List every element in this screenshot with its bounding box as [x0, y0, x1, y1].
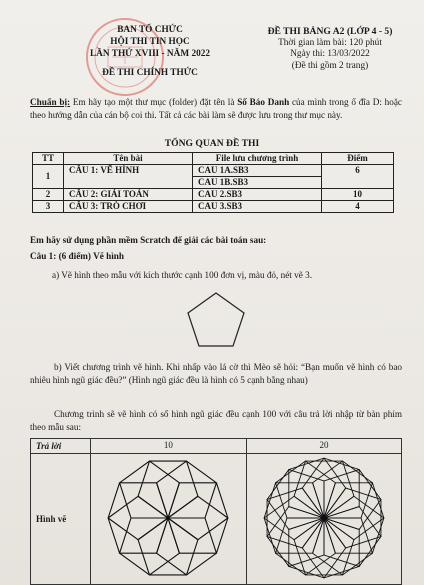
exam-date: Ngày thi: 13/03/2022 — [290, 49, 370, 59]
question-1a-text: a) Vẽ hình theo mẫu với kích thước cạnh 100 đơn vị, màu đỏ, nét vẽ 3. — [52, 270, 312, 280]
pages-note: (Đề thi gồm 2 trang) — [291, 60, 369, 71]
overview-title: TỔNG QUAN ĐỀ THI — [164, 138, 260, 149]
pentagon-shape — [156, 461, 216, 518]
question-1-title: Câu 1: (6 điểm) Vẽ hình — [30, 251, 125, 261]
pentagon-shape — [324, 470, 381, 530]
pentagon-shape — [267, 470, 324, 530]
result-table — [30, 438, 402, 585]
pentagon-shape — [138, 461, 198, 518]
prep-label: Chuẩn bị: — [30, 97, 71, 107]
pentagon-shape — [138, 518, 198, 575]
table-row: 1 CÂU 1: VẼ HÌNH CAU 1A.SB3 6 — [33, 165, 394, 177]
table-row: 3 CÂU 3: TRÒ CHƠI CAU 3.SB3 4 — [33, 201, 394, 213]
drawing-cell — [247, 454, 402, 585]
pentagon-rosette-20 — [247, 454, 401, 580]
question-1b-text: b) Viết chương trình vẽ hình. Khi nhấp vào lá cờ thì Mèo sẽ hỏi: “Bạn muốn vẽ hình có bao nhiêu hình ngũ giác đều?” (Hình ngũ giác đều là hình có 5 cạnh bằng nhau) — [30, 362, 402, 385]
pentagon-shape — [324, 507, 381, 567]
exam-title: ĐỀ THI BẢNG A2 (LỚP 4 - 5) — [267, 26, 393, 37]
exam-info-header — [250, 26, 410, 72]
org-line: LẦN THỨ XVIII - NĂM 2022 — [89, 49, 211, 59]
table-header: Tên bài — [64, 153, 193, 165]
organizer-header — [55, 24, 245, 79]
drawing-header: Hình vẽ — [31, 454, 91, 585]
overview-table — [32, 152, 394, 213]
table-header: TT — [33, 153, 64, 165]
question-1c-text: Chương trình sẽ vẽ hình có số hình ngũ giác đều cạnh 100 với câu trả lời nhập từ bàn phím theo mẫu sau: — [30, 409, 402, 432]
prep-text: của mình trong ổ đĩa D: hoặc theo hướng dẫn của cán bộ coi thi. Tất cả các bài làm sẽ được lưu trong thư mục này. — [30, 97, 402, 120]
drawing-cell — [90, 454, 246, 585]
table-row: CAU 1B.SB3 — [33, 177, 394, 189]
table-row: 2 CÂU 2: GIẢI TOÁN CAU 2.SB3 10 — [33, 189, 394, 201]
org-line: BAN TỔ CHỨC — [117, 25, 183, 35]
preparation-paragraph — [30, 96, 402, 121]
answer-value: 20 — [247, 439, 402, 454]
answer-header: Trả lời — [31, 439, 91, 454]
org-line: HỘI THI TIN HỌC — [110, 37, 190, 47]
table-header: File lưu chương trình — [193, 153, 322, 165]
pentagon-rosette-10 — [91, 454, 245, 580]
prep-bold: Số Báo Danh — [237, 97, 290, 107]
table-header: Điểm — [322, 153, 394, 165]
prep-text: Em hãy tạo một thư mục (folder) đặt tên là — [70, 97, 238, 107]
pentagon-figure — [185, 290, 247, 350]
answer-value: 10 — [90, 439, 246, 454]
pentagon-shape — [313, 461, 373, 518]
exam-duration: Thời gian làm bài: 120 phút — [278, 37, 382, 48]
instruction-text: Em hãy sử dụng phần mềm Scratch để giải các bài toán sau: — [30, 235, 267, 245]
official-exam-label: ĐỀ THI CHÍNH THỨC — [102, 68, 198, 78]
